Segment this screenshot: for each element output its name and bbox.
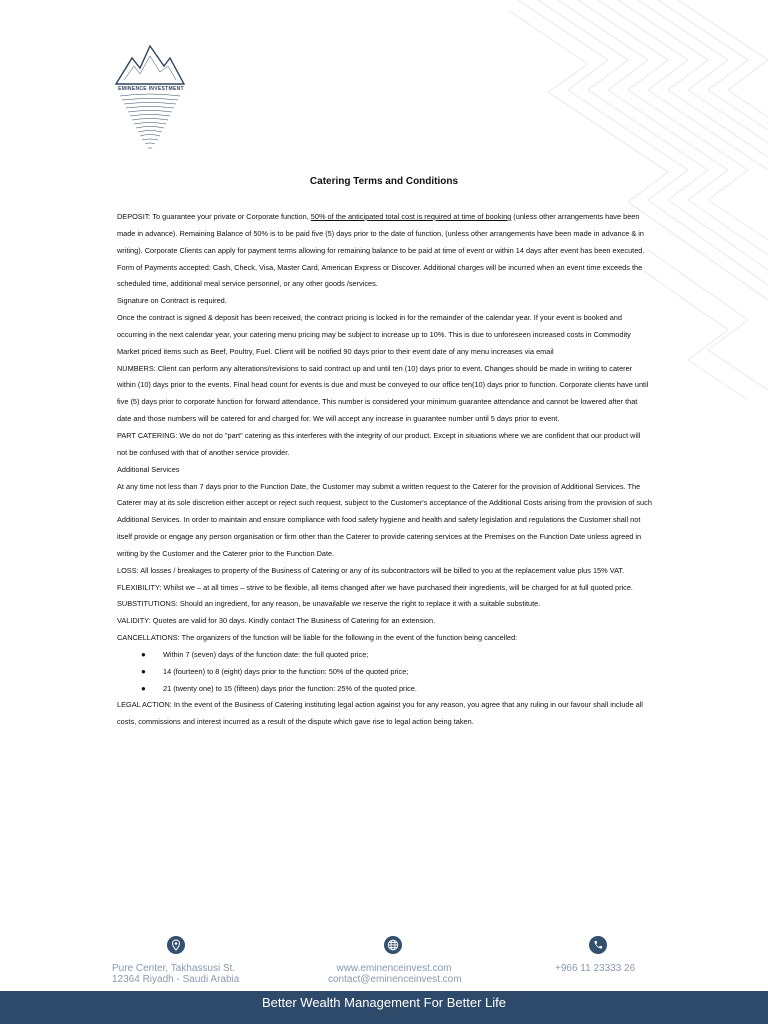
list-item: ● Within 7 (seven) days of the function date: the full quoted price; <box>117 647 652 664</box>
footer-address: Pure Center, Takhassusi St. 12364 Riyadh - Saudi Arabia <box>112 963 240 985</box>
additional-services-paragraph: At any time not less than 7 days prior to the Function Date, the Customer may submit a written request to the Caterer for the provision of Additional Services. The Caterer may at its sole discretion either accept or reject such request, subject to the Customer's acceptance of the Additional Costs arising from the provision of such Additional Services. In order to maintain and ensure compliance with food safety hygiene and health and safety legislation and regulations the Customer shall not itself provide or engage any person organisation or firm other than the Caterer to provide catering services at the Premises on the Function Date unless agreed in writing by the Customer and the Caterer prior to the Function Date. <box>117 481 652 558</box>
email-link[interactable]: contact@eminenceinvest.com <box>328 974 462 985</box>
deposit-underlined-terms: 50% of the anticipated total cost is required at time of booking <box>310 212 512 221</box>
footer-web-contact <box>328 963 460 985</box>
footer-phone: +966 11 23333 26 <box>555 963 636 974</box>
deposit-paragraph: DEPOSIT: To guarantee your private or Corporate function, 50% of the anticipated total cost is required at time of booking (unless other arrangements have been made in advance). Remaining Balance of 50% is to be paid five (5) days prior to the date of function, (unless other arrangements have been made in advance & in writing). Corporate Clients can apply for payment terms allowing for remaining balance to be paid at time of event or within 14 days after event has been executed. <box>117 212 645 255</box>
contract-paragraph: Once the contract is signed & deposit has been received, the contract pricing is locked in for the remainder of the calendar year. If your event is booked and occurring in the next calendar year, your catering menu pricing may be subject to increase up to 10%. This is due to unforeseen increased costs in Commodity Market priced items such as Beef, Poultry, Fuel. Client will be notified 90 days prior to their event date of any menu increases via email <box>117 313 631 356</box>
list-item: ● 14 (fourteen) to 8 (eight) days prior to the function: 50% of the quoted price; <box>117 664 652 681</box>
list-item: ● 21 (twenty one) to 15 (fifteen) days prior the function: 25% of the quoted price. <box>117 681 652 698</box>
cancellation-list <box>117 647 652 698</box>
bullet-icon: ● <box>141 683 146 693</box>
globe-icon <box>384 936 402 954</box>
website-link[interactable]: www.eminenceinvest.com <box>336 963 452 974</box>
validity-paragraph: VALIDITY: Quotes are valid for 30 days. Kindly contact The Business of Catering for an extension. <box>117 616 436 626</box>
cancellations-paragraph: CANCELLATIONS: The organizers of the function will be liable for the following in the event of the function being cancelled: <box>117 633 518 643</box>
numbers-paragraph: NUMBERS: Client can perform any alterations/revisions to said contract up and until ten (10) days prior to event. Changes should be made in writing to caterer within (10) days prior to the events. Final head count for events is due and must be conveyed to our office ten(10) days prior to function. Corporate clients have until five (5) days prior to corporate function for forward attendance. This number is considered your minimum guarantee attendance and cannot be lowered after that date and those numbers will be catered for and charged for. We will accept any increase in guarantee number until 5 days prior to event. <box>117 363 649 424</box>
loss-paragraph: LOSS: All losses / breakages to property of the Business of Catering or any of its subcontractors will be billed to you at the replacement value plus 15% VAT. <box>117 565 625 575</box>
eminence-investment-logo <box>112 40 188 152</box>
part-catering-paragraph: PART CATERING: We do not do "part" catering as this interferes with the integrity of our product. Except in situations where we are confident that our product will not be confused with that of another service provider. <box>117 430 641 457</box>
legal-action-paragraph: LEGAL ACTION: In the event of the Business of Catering instituting legal action against you for any reason, you agree that any ruling in our favour shall include all costs, commissions and interest incurred as a result of the dispute which gave rise to legal action being taken. <box>117 700 643 727</box>
payments-paragraph: Form of Payments accepted: Cash, Check, Visa, Master Card, American Express or Discover. Additional charges will be incurred when an event time exceeds the scheduled time, additional meal service personnel, or any other goods /services. <box>117 262 643 289</box>
bullet-icon: ● <box>141 649 146 659</box>
logo-wordmark: EMINENCE INVESTMENT <box>118 86 184 92</box>
document-title: Catering Terms and Conditions <box>309 176 459 187</box>
location-pin-icon <box>167 936 185 954</box>
bullet-icon: ● <box>141 666 146 676</box>
footer-tagline-bar <box>0 991 768 1024</box>
additional-services-heading: Additional Services <box>117 464 180 474</box>
deposit-label: DEPOSIT: <box>117 212 151 221</box>
flexibility-paragraph: FLEXIBILITY: Whilst we – at all times – strive to be flexible, all items changed after we have purchased their ingredients, will be charged for at full quoted price. <box>117 582 633 592</box>
substitutions-paragraph: SUBSTITUTIONS: Should an ingredient, for any reason, be unavailable we reserve the right to replace it with a suitable substitute. <box>117 599 541 609</box>
signature-paragraph: Signature on Contract is required. <box>117 296 227 306</box>
footer-tagline: Better Wealth Management For Better Life <box>262 995 506 1010</box>
document-body <box>117 209 652 731</box>
phone-icon <box>589 936 607 954</box>
